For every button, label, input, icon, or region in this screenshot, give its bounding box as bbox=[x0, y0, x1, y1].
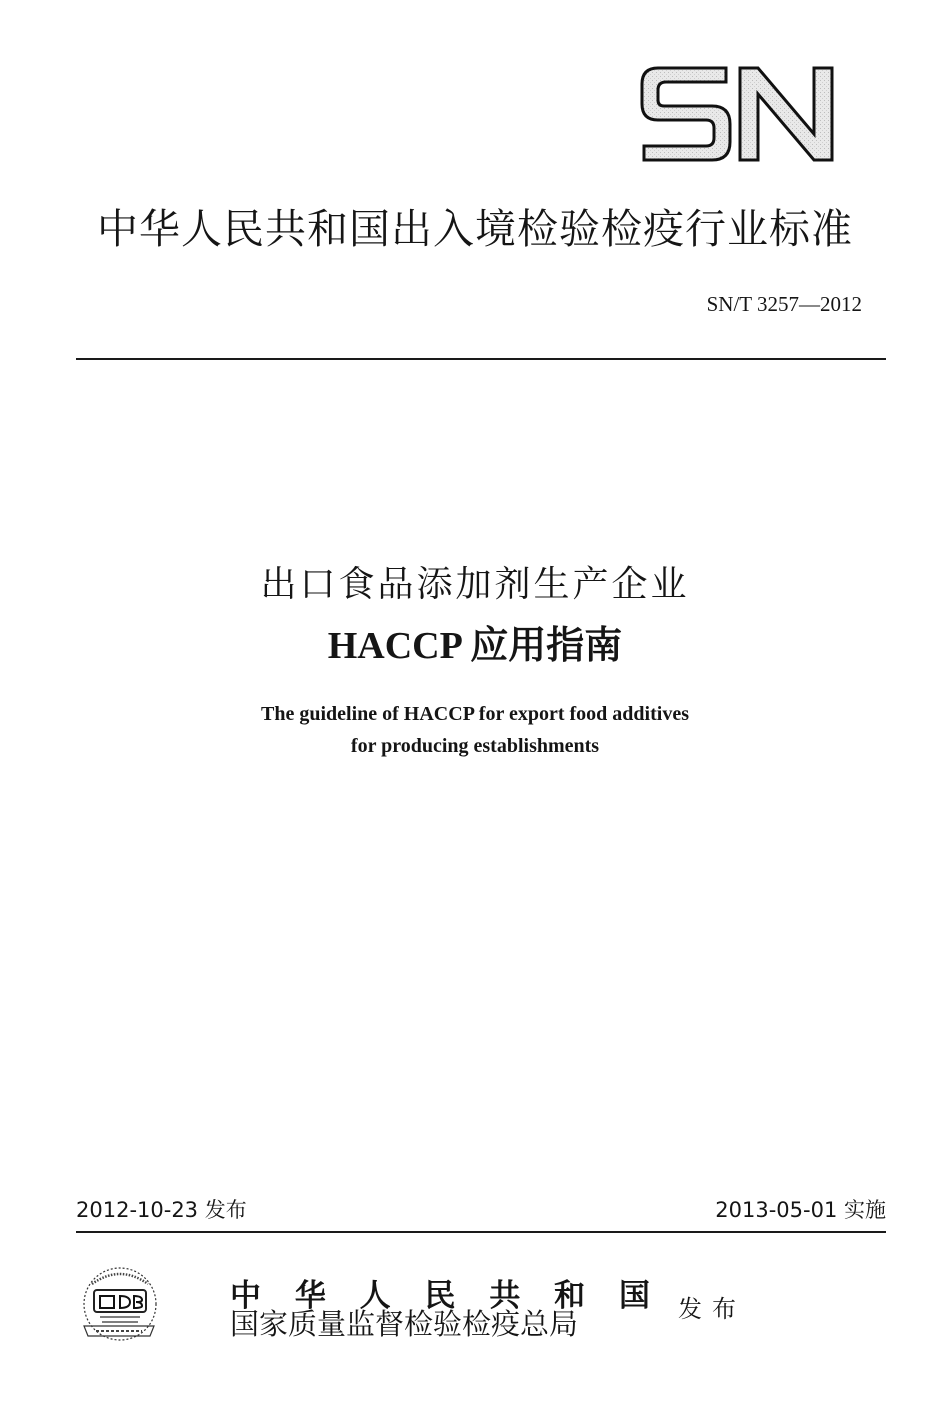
implement-date: 2013-05-01 实施 bbox=[715, 1198, 886, 1222]
publisher-char: 共 bbox=[489, 1278, 521, 1314]
publisher-char: 华 bbox=[294, 1278, 326, 1314]
publisher-agency: 国家质量监督检验检疫总局 bbox=[230, 1307, 579, 1341]
publisher-char: 中 bbox=[230, 1278, 261, 1314]
publish-label: 发布 bbox=[678, 1295, 746, 1323]
standard-org-title: 中华人民共和国出入境检验检疫行业标准 bbox=[97, 205, 853, 253]
publisher-char: 国 bbox=[618, 1278, 650, 1314]
title-cn-line1: 出口食品添加剂生产企业 bbox=[260, 564, 690, 605]
publisher-char: 人 bbox=[359, 1278, 391, 1314]
bottom-divider bbox=[76, 1231, 886, 1233]
title-en-line2: for producing establishments bbox=[350, 735, 600, 757]
sn-logo bbox=[636, 64, 836, 164]
standard-number: SN/T 3257—2012 bbox=[706, 292, 862, 316]
top-divider bbox=[76, 358, 886, 360]
issue-date: 2012-10-23 发布 bbox=[76, 1198, 247, 1222]
publisher-char: 和 bbox=[554, 1278, 586, 1314]
publisher-char: 民 bbox=[424, 1278, 456, 1314]
title-en-line1: The guideline of HACCP for export food additives bbox=[261, 703, 689, 725]
title-cn-line2: HACCP 应用指南 bbox=[327, 625, 623, 667]
publisher-stamp bbox=[70, 1262, 170, 1348]
